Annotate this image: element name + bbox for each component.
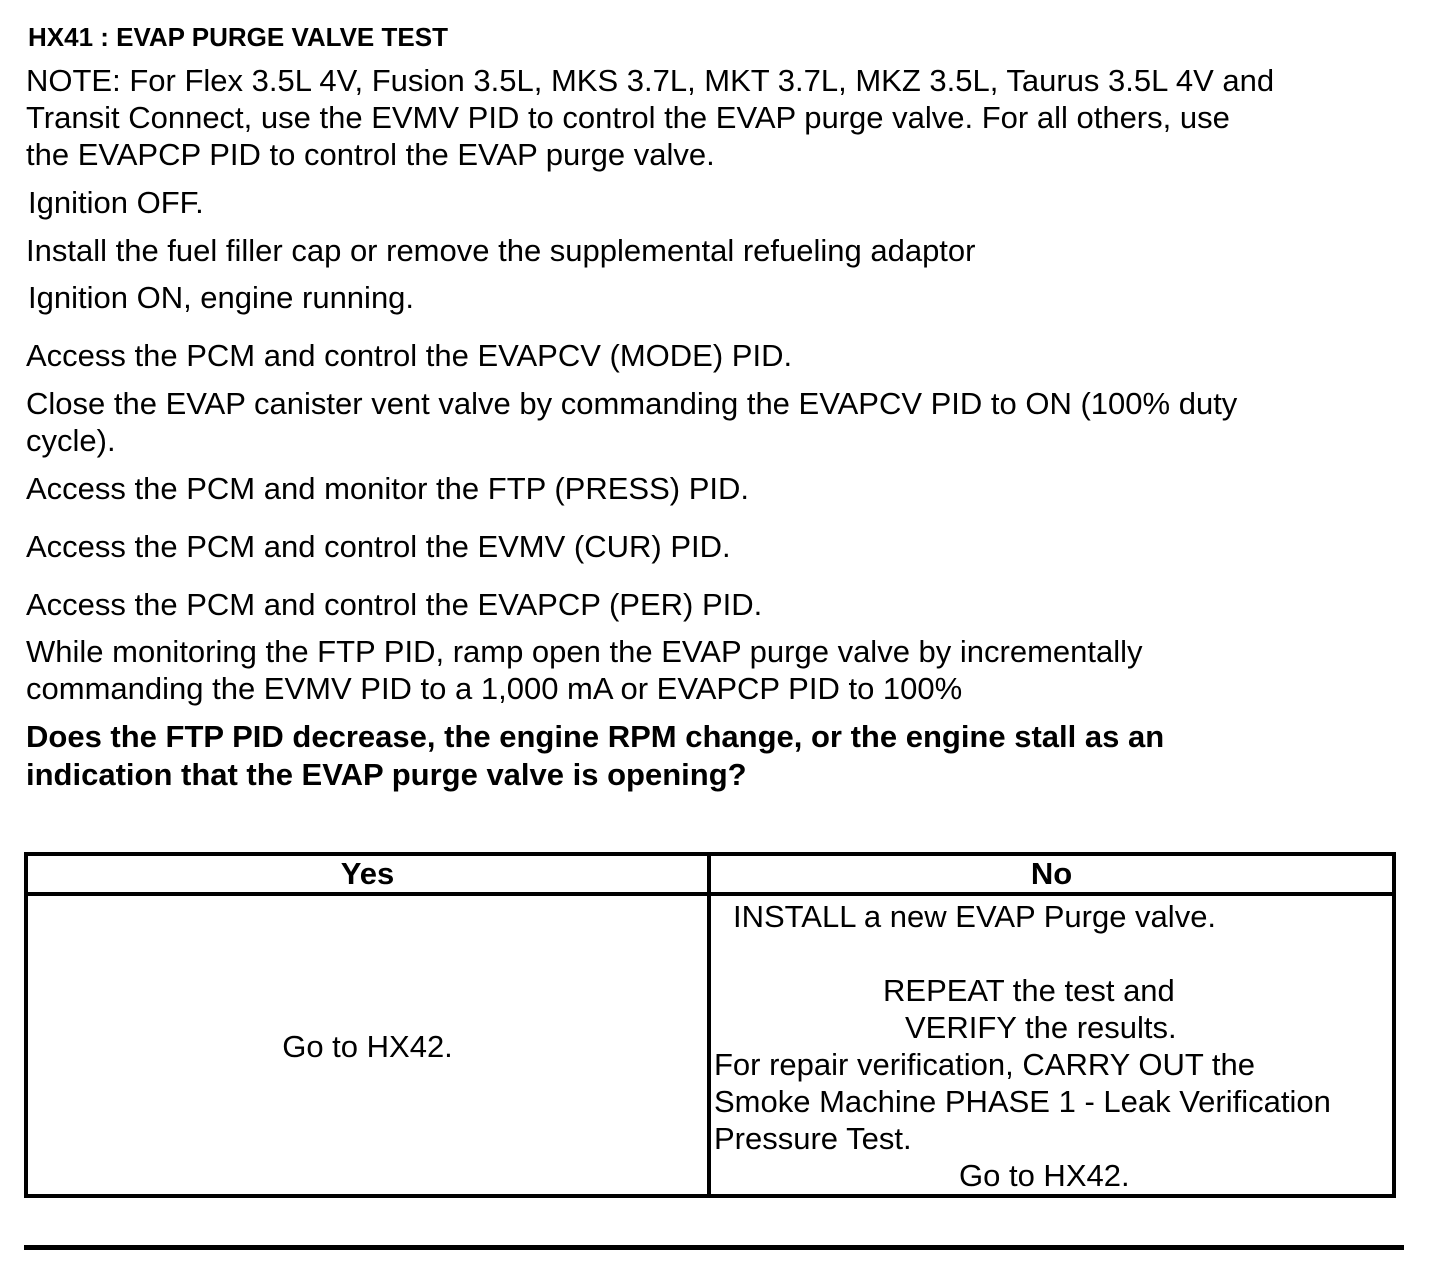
step-monitor-ftp: Access the PCM and monitor the FTP (PRESS) PID. [26, 471, 750, 506]
step-control-evmv: Access the PCM and control the EVMV (CUR) PID. [26, 529, 731, 564]
no-header: No [709, 854, 1394, 894]
yes-cell [26, 894, 709, 1196]
bottom-divider [24, 1245, 1404, 1250]
result-table [24, 852, 1396, 1198]
no-line-repair-2: Smoke Machine PHASE 1 - Leak Verification [714, 1084, 1331, 1119]
step-ramp-line-2: commanding the EVMV PID to a 1,000 mA or EVAPCP PID to 100% [26, 671, 963, 706]
no-line-repair-1: For repair verification, CARRY OUT the [714, 1047, 1255, 1082]
step-access-evapcv: Access the PCM and control the EVAPCV (MODE) PID. [26, 338, 793, 373]
step-ramp-line-1: While monitoring the FTP PID, ramp open the EVAP purge valve by incrementally [26, 634, 1143, 669]
no-cell [709, 894, 1394, 1196]
yes-header: Yes [26, 854, 709, 894]
step-close-vent-line-1: Close the EVAP canister vent valve by commanding the EVAPCV PID to ON (100% duty [26, 386, 1238, 421]
result-table-row [26, 894, 1394, 1196]
step-install-cap: Install the fuel filler cap or remove the supplemental refueling adaptor [26, 233, 976, 268]
step-ignition-off: Ignition OFF. [28, 185, 204, 220]
note-line-2: Transit Connect, use the EVMV PID to control the EVAP purge valve. For all others, use [26, 100, 1230, 135]
question-line-2: indication that the EVAP purge valve is opening? [26, 757, 747, 792]
yes-cell-text: Go to HX42. [282, 1029, 453, 1064]
no-line-repair-3: Pressure Test. [714, 1121, 912, 1156]
page-title: HX41 : EVAP PURGE VALVE TEST [28, 22, 448, 52]
note-line-1: NOTE: For Flex 3.5L 4V, Fusion 3.5L, MKS 3.7L, MKT 3.7L, MKZ 3.5L, Taurus 3.5L 4V and [26, 63, 1275, 98]
step-control-evapcp: Access the PCM and control the EVAPCP (PER) PID. [26, 587, 763, 622]
no-line-repeat: REPEAT the test and [883, 973, 1175, 1008]
no-line-goto: Go to HX42. [959, 1158, 1130, 1193]
no-line-verify: VERIFY the results. [905, 1010, 1177, 1045]
question-line-1: Does the FTP PID decrease, the engine RPM change, or the engine stall as an [26, 719, 1165, 754]
no-line-install: INSTALL a new EVAP Purge valve. [733, 899, 1217, 934]
step-close-vent-line-2: cycle). [26, 423, 116, 458]
step-ignition-on: Ignition ON, engine running. [28, 280, 415, 315]
note-line-3: the EVAPCP PID to control the EVAP purge valve. [26, 137, 715, 172]
result-table-header-row [26, 854, 1394, 894]
